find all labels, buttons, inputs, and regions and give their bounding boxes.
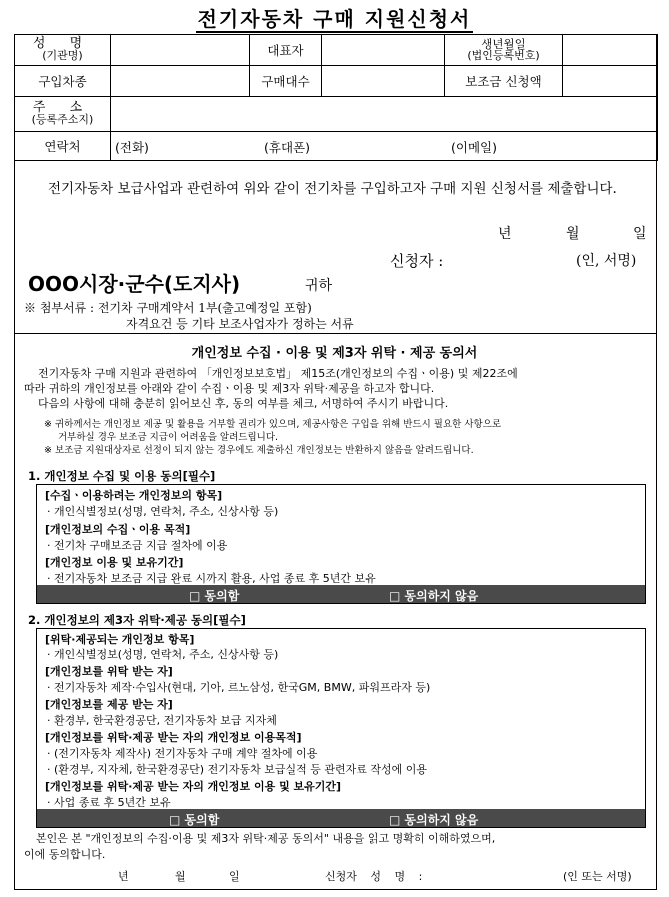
attachment-line-2: 자격요건 등 기타 보조사업자가 정하는 서류 [126,317,354,331]
attachment-line-1: ※ 첨부서류 : 전기차 구매계약서 1부(출고예정일 포함) [24,301,312,315]
section2-disagree-checkbox[interactable]: □ 동의하지 않음 [389,813,479,827]
section1-item-heading-1: [수집ㆍ이용하려는 개인정보의 항목] [45,489,223,502]
subsidy-amount-field[interactable] [563,66,658,97]
date-month: 월 [566,226,580,242]
section1-item-1: · 개인식별정보(성명, 연락처, 주소, 신상사항 등) [47,505,279,518]
section2-item-4a: · (전기자동차 제작사) 전기자동차 구매 계약 절차에 이용 [47,747,318,760]
section2-box [36,628,646,828]
note-line-3: ※ 보조금 지원대상자로 선정이 되지 않는 경우에도 제출하신 개인정보는 반환하지 않음을 알려드립니다. [44,445,474,456]
recipient-mayor: OOO시장·군수(도지사) [28,272,241,296]
car-type-label: 구입차종 [15,66,111,97]
sign-applicant-label: 신청자 성 명 : [325,870,423,883]
purchase-count-label: 구매대수 [250,66,322,97]
mobile-label: (휴대폰) [264,140,310,155]
section2-item-heading-2: [개인정보를 위탁 받는 자] [45,665,173,678]
consent-title: 개인정보 수집 · 이용 및 제3자 위탁 · 제공 동의서 [191,346,478,361]
section-divider [14,333,657,334]
section2-item-heading-5: [개인정보를 위탁·제공 받는 자의 개인정보 이용 및 보유기간] [45,780,342,793]
representative-label: 대표자 [250,35,322,66]
final-statement-line-1: 본인은 본 "개인정보의 수집·이용 및 제3자 위탁·제공 동의서" 내용을 읽고 명확히 이해하였으며, [36,832,496,845]
intro-line-3: 다음의 사항에 대해 충분히 읽어보신 후, 동의 여부를 체크, 서명하여 주시기 바랍니다. [38,397,449,410]
intro-line-1: 전기자동차 구매 지원과 관련하여 「개인정보보호법」 제15조(개인정보의 수집ㆍ이용) 및 제22조에 [38,367,518,380]
section2-consent-bar [37,809,645,827]
section1-agree-checkbox[interactable]: □ 동의함 [189,589,240,603]
address-label: 주 소 (등록주소지) [15,97,111,132]
section1-disagree-checkbox[interactable]: □ 동의하지 않음 [389,589,479,603]
sign-month: 월 [175,870,186,883]
subsidy-amount-label: 보조금 신청액 [445,66,563,97]
date-day: 일 [633,226,647,242]
intro-line-2: 따라 귀하의 개인정보를 아래와 같이 수집ㆍ이용 및 제3자 위탁·제공을 하고자 합니다. [24,382,435,395]
section2-item-heading-3: [개인정보를 제공 받는 자] [45,698,173,711]
consent-notes [44,418,656,457]
note-line-2: 거부하실 경우 보조금 지급이 어려움을 알려드립니다. [58,432,279,443]
section2-item-heading-1: [위탁·제공되는 개인정보 항목] [45,633,195,646]
phone-label: (전화) [115,140,149,155]
email-label: (이메일) [451,140,497,155]
signature-label: (인, 서명) [576,253,637,269]
sign-mark: (인 또는 서명) [563,870,632,883]
section1-box [36,484,646,604]
section2-item-5: · 사업 종료 후 5년간 보유 [47,796,171,809]
date-year: 년 [498,226,512,242]
applicant-label: 신청자 : [390,252,444,270]
section2-item-1: · 개인식별정보(성명, 연락처, 주소, 신상사항 등) [47,648,279,661]
section1-item-2: · 전기차 구매보조금 지급 절차에 이용 [47,539,228,552]
sign-day: 일 [229,870,240,883]
name-label: 성 명 (기관명) [15,35,111,66]
birthdate-field[interactable] [563,35,658,66]
contact-field[interactable] [111,132,658,161]
section2-agree-checkbox[interactable]: □ 동의함 [169,813,220,827]
applicant-info-table [14,34,658,161]
sign-year: 년 [118,870,129,883]
application-statement: 전기자동차 보급사업과 관련하여 위와 같이 전기차를 구입하고자 구매 지원 신청서를 제출합니다. [48,181,617,197]
address-field[interactable] [111,97,658,132]
section1-item-heading-2: [개인정보의 수집ㆍ이용 목적] [45,523,191,536]
section2-item-2: · 전기자동차 제작·수입사(현대, 기아, 르노삼성, 한국GM, BMW, 파워프라자 등) [47,681,431,694]
recipient-suffix: 귀하 [305,278,333,294]
section2-heading: 2. 개인정보의 제3자 위탁·제공 동의[필수] [28,613,246,627]
contact-label: 연락처 [15,132,111,161]
car-type-field[interactable] [111,66,250,97]
section2-item-heading-4: [개인정보를 위탁·제공 받는 자의 개인정보 이용목적] [45,731,302,744]
representative-field[interactable] [322,35,445,66]
section1-consent-bar [37,585,645,603]
birthdate-label: 생년월일 (법인등록번호) [445,35,563,66]
name-field[interactable] [111,35,250,66]
section2-item-3: · 환경부, 한국환경공단, 전기자동차 보급 지자체 [47,714,277,727]
note-line-1: ※ 귀하께서는 개인정보 제공 및 활용을 거부할 권리가 있으며, 제공사항은 구입을 위해 반드시 필요한 사항으로 [44,419,502,430]
section1-item-heading-3: [개인정보 이용 및 보유기간] [45,556,184,569]
consent-intro [24,366,654,411]
final-statement-line-2: 이에 동의합니다. [24,848,106,861]
section1-heading: 1. 개인정보 수집 및 이용 동의[필수] [28,469,216,483]
form-title: 전기자동차 구매 지원신청서 [197,7,472,31]
section2-item-4b: · (환경부, 지자체, 한국환경공단) 전기자동차 보급실적 등 관련자료 작성에 이용 [47,763,427,776]
purchase-count-field[interactable] [322,66,445,97]
section1-item-3: · 전기자동차 보조금 지급 완료 시까지 활용, 사업 종료 후 5년간 보유 [47,572,376,585]
